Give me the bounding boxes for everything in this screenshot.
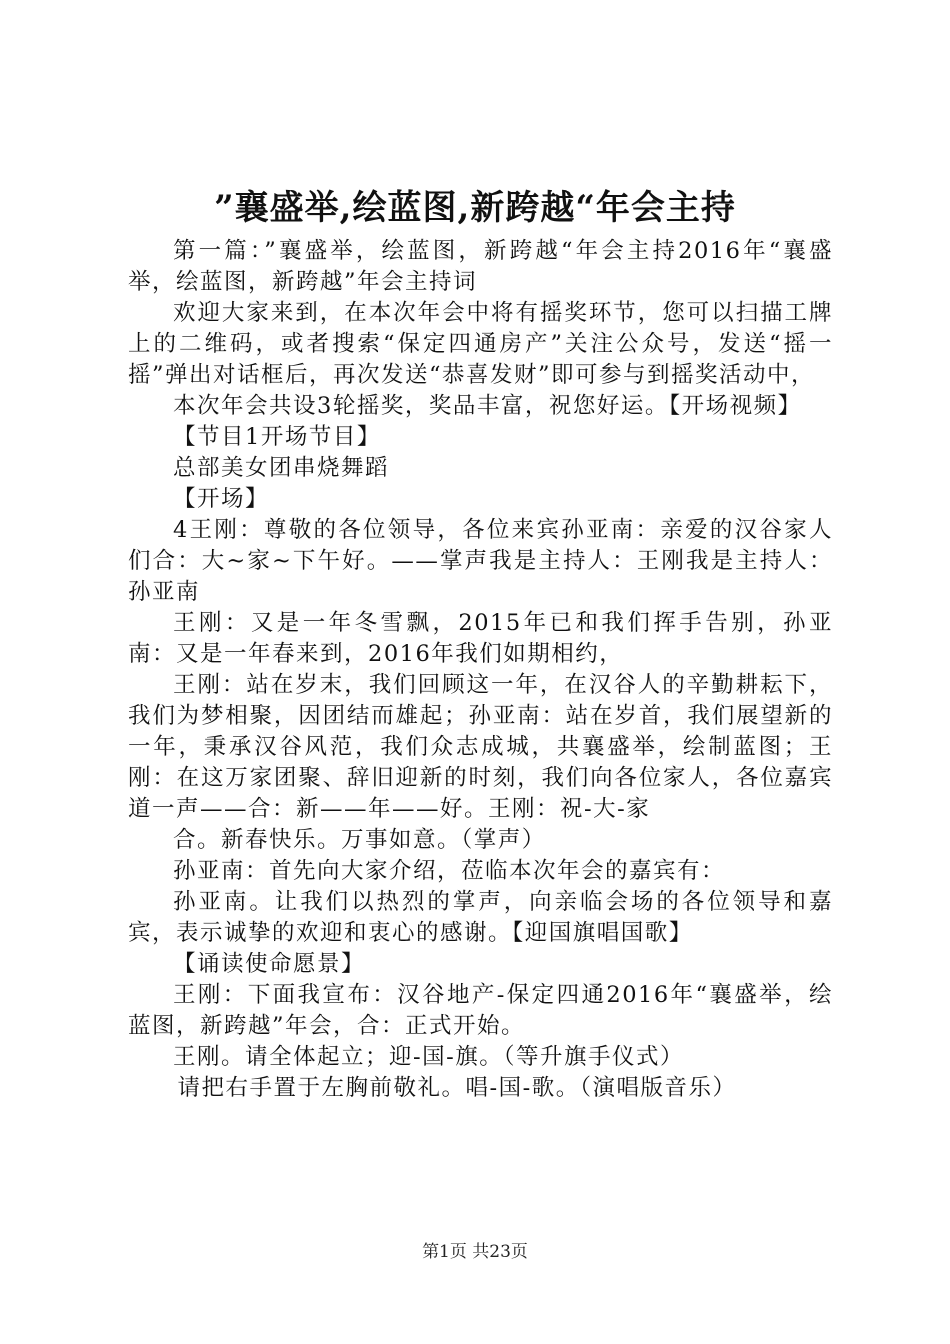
- paragraph: 请把右手置于左胸前敬礼。唱-国-歌。（演唱版音乐）: [177, 1075, 737, 1101]
- paragraph: 【诵读使命愿景】: [173, 951, 366, 977]
- paragraph: 王刚。请全体起立；迎-国-旗。（等升旗手仪式）: [173, 1044, 684, 1070]
- paragraph: 孙亚南。让我们以热烈的掌声，向亲临会场的各位领导和嘉宾，表示诚挚的欢迎和衷心的感谢。【迎国旗唱国歌】: [128, 889, 833, 946]
- paragraph: 王刚：下面我宣布：汉谷地产-保定四通2016年“襄盛举，绘蓝图，新跨越”年会，合：正式开始。: [128, 982, 833, 1039]
- paragraph: 孙亚南：首先向大家介绍，莅临本次年会的嘉宾有：: [173, 858, 726, 884]
- paragraph: 【开场】: [173, 486, 270, 512]
- paragraph: 【节目1开场节目】: [173, 424, 381, 450]
- paragraph: 4王刚：尊敬的各位领导，各位来宾孙亚南：亲爱的汉谷家人们合：大~家~下午好。——掌声我是主持人：王刚我是主持人：孙亚南: [128, 517, 833, 605]
- paragraph: 欢迎大家来到，在本次年会中将有摇奖环节，您可以扫描工牌上的二维码，或者搜索“保定四通房产”关注公众号，发送“摇一摇”弹出对话框后，再次发送“恭喜发财”即可参与到摇奖活动中，: [128, 300, 833, 388]
- paragraph: 本次年会共设3轮摇奖，奖品丰富，祝您好运。【开场视频】: [173, 393, 802, 419]
- paragraph: 合。新春快乐。万事如意。（掌声）: [173, 827, 546, 853]
- document-title: ”襄盛举,绘蓝图,新跨越“年会主持: [214, 188, 736, 228]
- page-number-footer: 第1页 共23页: [422, 1242, 528, 1262]
- paragraph: 王刚：又是一年冬雪飘，2015年已和我们挥手告别，孙亚南：又是一年春来到，2016年我们如期相约，: [128, 610, 833, 667]
- document-body: [128, 236, 833, 1104]
- paragraph: 王刚：站在岁末，我们回顾这一年，在汉谷人的辛勤耕耘下，我们为梦相聚，因团结而雄起；孙亚南：站在岁首，我们展望新的一年，秉承汉谷风范，我们众志成城，共襄盛举，绘制蓝图；王刚：在这万家团聚、辞旧迎新的时刻，我们向各位家人，各位嘉宾道一声——合：新——年——好。王刚：祝-大-家: [128, 672, 833, 822]
- paragraph: 总部美女团串烧舞蹈: [173, 455, 390, 481]
- paragraph: 第一篇：”襄盛举，绘蓝图，新跨越“年会主持2016年“襄盛举，绘蓝图，新跨越”年会主持词: [128, 238, 833, 295]
